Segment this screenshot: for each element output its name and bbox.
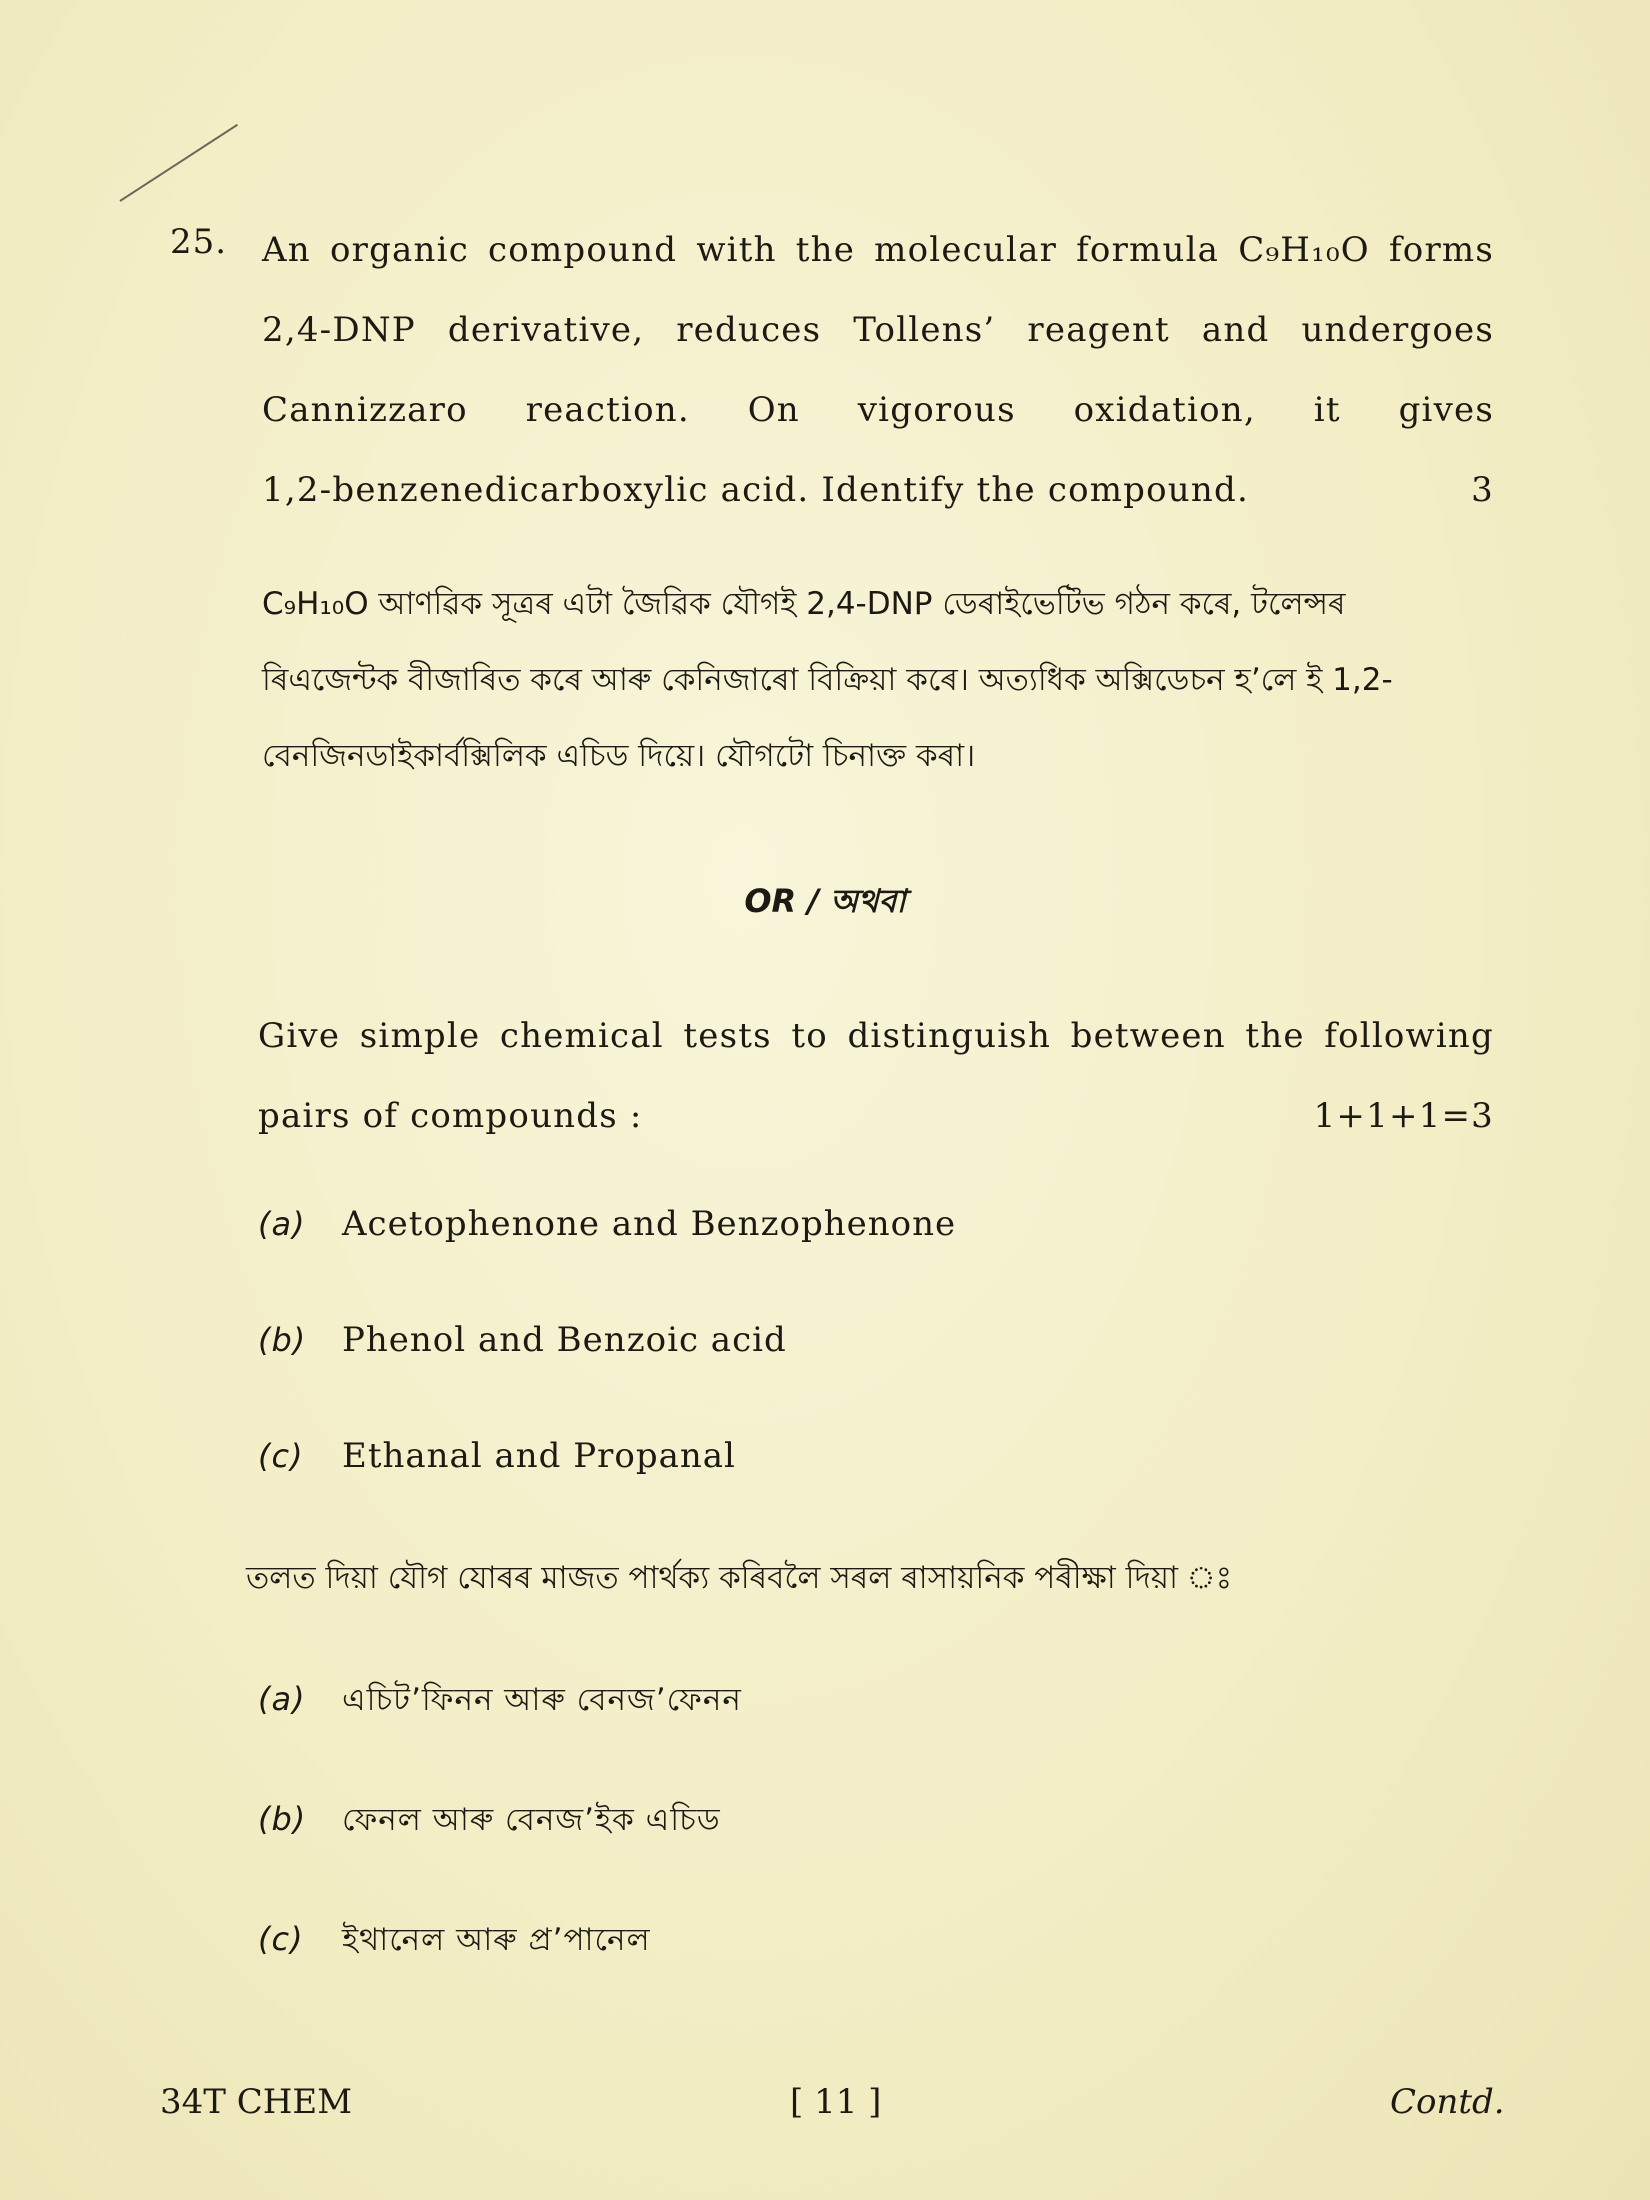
option-en-a [258, 1204, 956, 1244]
option-en-c [258, 1436, 736, 1476]
question-line [262, 450, 1494, 530]
option-text: Ethanal and Propanal [342, 1436, 736, 1476]
question-line: Cannizzaro reaction. On vigorous oxidation, it gives [262, 390, 1494, 430]
option-label: (a) [258, 1680, 306, 1718]
option-as-a [258, 1676, 742, 1728]
continued-label: Contd. [1390, 2082, 1505, 2122]
assamese-line: ৰিএজেন্টক বীজাৰিত কৰে আৰু কেনিজাৰো বিক্ৰিয়া কৰে। অত্যধিক অক্সিডেচন হ’লে ই 1,2- [262, 662, 1393, 698]
assamese-line: বেনজিনডাইকাৰ্বক্সিলিক এচিড দিয়ে। যৌগটো চিনাক্ত কৰা। [262, 738, 976, 774]
option-label: (b) [258, 1321, 307, 1359]
option-as-b [258, 1796, 721, 1848]
alternative-text-english [258, 996, 1494, 1156]
alternative-line-text: pairs of compounds : [258, 1096, 643, 1136]
option-label: (c) [258, 1920, 304, 1958]
option-label: (a) [258, 1205, 306, 1243]
question-number: 25. [170, 222, 228, 262]
option-text: ফেনল আৰু বেনজ’ইক এচিড [342, 1802, 721, 1838]
option-as-c [258, 1916, 651, 1968]
pen-tick-mark [119, 124, 238, 202]
option-text: ইথানেল আৰু প্ৰ’পানেল [342, 1922, 651, 1958]
option-label: (c) [258, 1437, 304, 1475]
assamese-line: C₉H₁₀O আণৱিক সূত্ৰৰ এটা জৈৱিক যৌগই 2,4-DNP ডেৰাইভেটিভ গঠন কৰে, টলেন্সৰ [262, 586, 1346, 622]
option-label: (b) [258, 1800, 307, 1838]
alternative-line: Give simple chemical tests to distinguish between the following [258, 1016, 1494, 1056]
paper-code: 34T CHEM [160, 2082, 353, 2122]
option-text: Phenol and Benzoic acid [342, 1320, 787, 1360]
question-line-text: 1,2-benzenedicarboxylic acid. Identify the compound. [262, 470, 1249, 510]
alternative-instruction-assamese: তলত দিয়া যৌগ যোৰৰ মাজত পাৰ্থক্য কৰিবলৈ সৰল ৰাসায়নিক পৰীক্ষা দিয়া ঃ [246, 1560, 1233, 1596]
or-separator: OR / অথবা [744, 882, 906, 920]
alternative-marks: 1+1+1=3 [1313, 1096, 1494, 1136]
question-line: An organic compound with the molecular formula C₉H₁₀O forms [262, 230, 1494, 270]
option-en-b [258, 1320, 787, 1360]
question-line: 2,4-DNP derivative, reduces Tollens’ reagent and undergoes [262, 310, 1494, 350]
option-text: Acetophenone and Benzophenone [342, 1204, 957, 1244]
page-number: [ 11 ] [790, 2082, 882, 2122]
question-text-english [262, 210, 1494, 530]
question-text-assamese [262, 566, 1494, 794]
question-marks: 3 [1471, 470, 1494, 510]
alternative-line [258, 1076, 1494, 1156]
option-text: এচিট’ফিনন আৰু বেনজ’ফেনন [342, 1682, 742, 1718]
